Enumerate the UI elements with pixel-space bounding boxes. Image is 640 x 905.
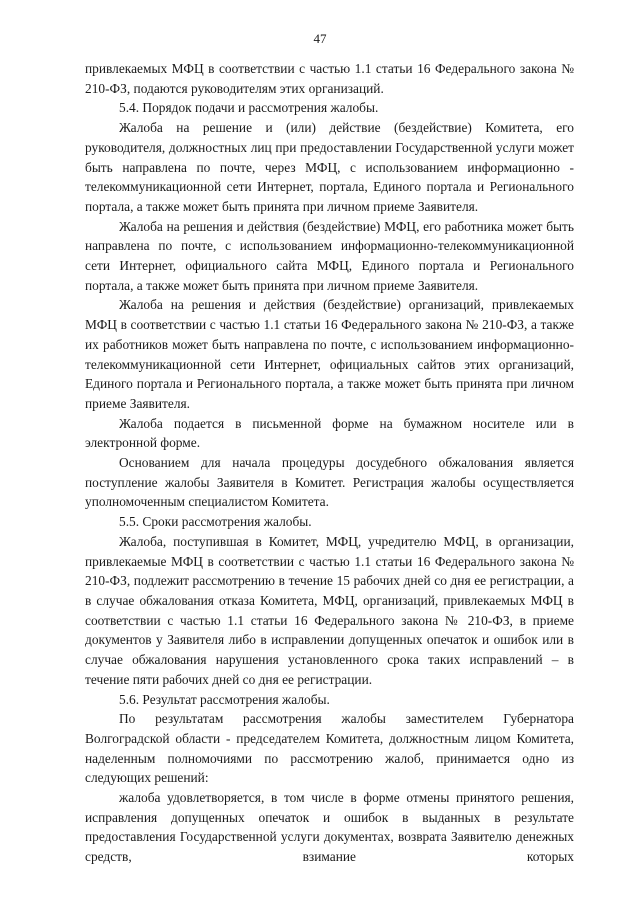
- section-heading-5-4: 5.4. Порядок подачи и рассмотрения жалобы.: [119, 100, 379, 116]
- paragraph-review-result: По результатам рассмотрения жалобы заместителем Губернатора Волгоградской области - председателем Комитета, должностным лицом Комитета, наделенным полномочиями по рассмотрению жалоб, принимается одно из следующих решений:: [85, 711, 574, 786]
- paragraph-complaint-committee: Жалоба на решение и (или) действие (бездействие) Комитета, его руководителя, должностных лиц при предоставлении Государственной услуги может быть направлена по почте, через МФЦ, с использованием информационно - телекоммуникационной сети Интернет, портала, Единого портала и Регионального портала, а также может быть принята при личном приеме Заявителя.: [85, 120, 574, 214]
- paragraph-appeal-basis: Основанием для начала процедуры досудебного обжалования является поступление жалобы Заявителя в Комитет. Регистрация жалобы осуществляется уполномоченным специалистом Комитета.: [85, 455, 574, 510]
- page-number: 47: [313, 31, 327, 46]
- section-heading-5-6: 5.6. Результат рассмотрения жалобы.: [119, 691, 330, 707]
- paragraph-continuation: привлекаемых МФЦ в соответствии с частью 1.1 статьи 16 Федерального закона № 210-ФЗ, подаются руководителям этих организаций.: [85, 61, 574, 96]
- paragraph-complaint-form: Жалоба подается в письменной форме на бумажном носителе или в электронной форме.: [85, 415, 574, 451]
- paragraph-review-terms: Жалоба, поступившая в Комитет, МФЦ, учредителю МФЦ, в организации, привлекаемые МФЦ в соответствии с частью 1.1 статьи 16 Федерального закона № 210-ФЗ, подлежит рассмотрению в течение 15 рабочих дней со дня ее регистрации, а в случае обжалования отказа Комитета, МФЦ, организаций, привлекаемых МФЦ в соответствии с частью 1.1 статьи 16 Федерального закона № 210-ФЗ, в приеме документов у Заявителя либо в исправлении допущенных опечаток и ошибок или в случае обжалования нарушения установленного срока таких исправлений – в течение пяти рабочих дней со дня ее регистрации.: [85, 533, 574, 687]
- paragraph-complaint-organizations: Жалоба на решения и действия (бездействие) организаций, привлекаемых МФЦ в соответствии с частью 1.1 статьи 16 Федерального закона № 210-ФЗ, а также их работников может быть направлена по почте, с использованием информационно-телекоммуникационной сети Интернет, официальных сайтов этих организаций, Единого портала и Регионального портала, а также может быть принята при личном приеме Заявителя.: [85, 297, 574, 411]
- paragraph-complaint-satisfied: жалоба удовлетворяется, в том числе в форме отмены принятого решения, исправления допущенных опечаток и ошибок в выданных в результате предоставления Государственной услуги документах, возврата Заявителю денежных средств, взимание которых: [85, 790, 574, 865]
- section-heading-5-5: 5.5. Сроки рассмотрения жалобы.: [119, 514, 312, 530]
- paragraph-complaint-mfc: Жалоба на решения и действия (бездействие) МФЦ, его работника может быть направлена по почте, с использованием информационно-телекоммуникационной сети Интернет, официального сайта МФЦ, Единого портала и Регионального портала, а также может быть принята при личном приеме Заявителя.: [85, 218, 574, 293]
- document-body: [85, 59, 574, 867]
